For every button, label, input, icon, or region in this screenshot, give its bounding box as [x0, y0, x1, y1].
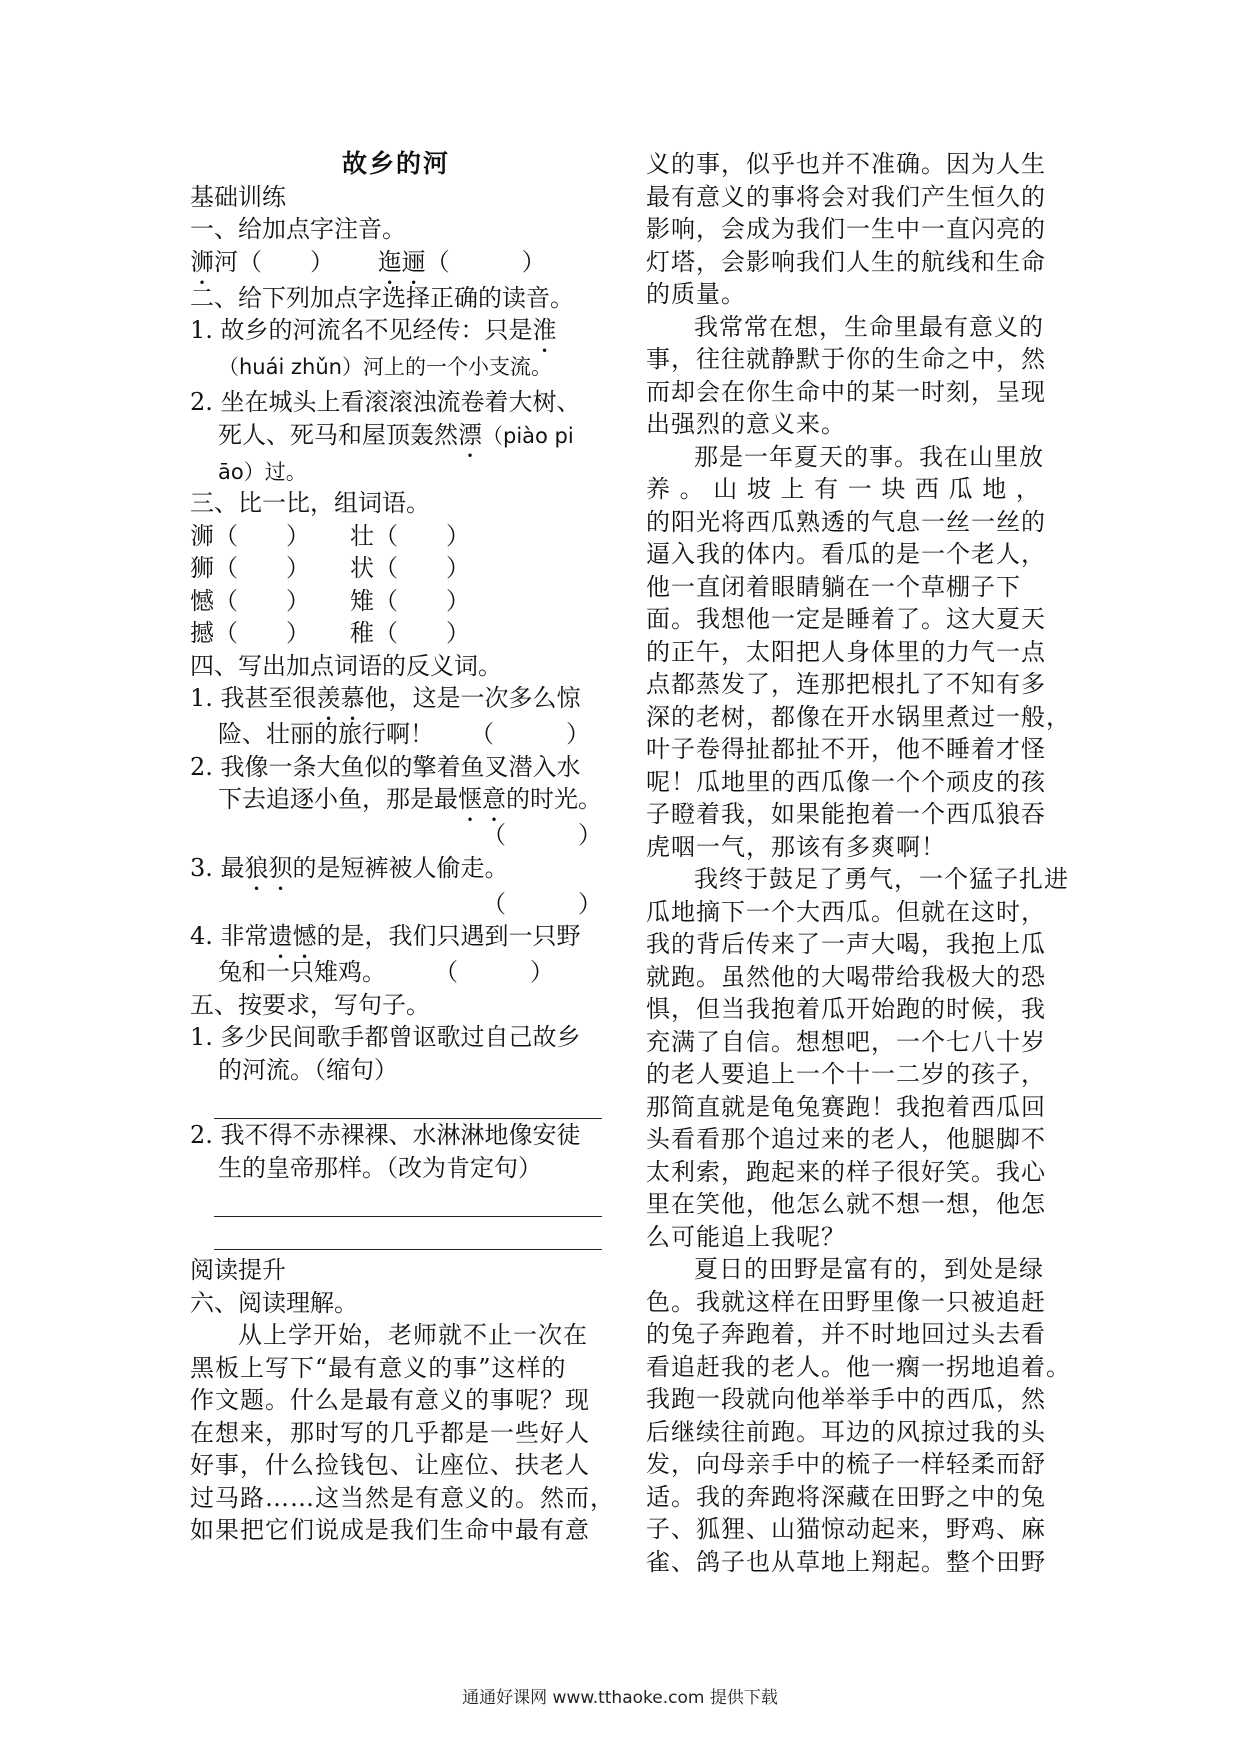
- page-title: 故乡的河: [341, 149, 450, 178]
- passage-line: 后继续往前跑。耳边的风掠过我的头: [646, 1417, 1046, 1446]
- section-reading-heading: 阅读提升: [190, 1256, 286, 1284]
- question-5-item-2-cont: 生的皇帝那样。（改为肯定句）: [218, 1153, 542, 1182]
- word-pair-cell: 壮（ ）: [350, 521, 470, 550]
- passage-line: 逼入我的体内。看瓜的是一个老人，: [646, 540, 1046, 568]
- dotted-char: 漂: [458, 420, 482, 449]
- word-pair-cell: 雉（ ）: [350, 586, 470, 615]
- question-1-heading: 一、给加点字注音。: [190, 215, 406, 243]
- passage-line: 呢！瓜地里的西瓜像一个个顽皮的孩: [646, 767, 1046, 796]
- passage-line: 子、狐狸、山猫惊动起来，野鸡、麻: [646, 1515, 1046, 1543]
- passage-line: 作文题。什么是最有意义的事呢？现: [190, 1386, 590, 1414]
- answer-blank: （ ）: [482, 821, 602, 849]
- question-5-item-1: 1. 多少民间歌手都曾讴歌过自己故乡: [190, 1023, 581, 1051]
- passage-line: 事，往往就静默于你的生命之中，然: [646, 345, 1046, 373]
- passage-line: 他一直闭着眼睛躺在一个草棚子下: [646, 572, 1021, 601]
- passage-line: 最有意义的事将会对我们产生恒久的: [646, 182, 1046, 211]
- passage-line: 灯塔，会影响我们人生的航线和生命: [646, 247, 1046, 276]
- answer-blank-text: （ ）: [425, 247, 546, 276]
- question-2-item-2-cont: [190, 419, 602, 455]
- passage-line: 我常常在想，生命里最有意义的: [694, 312, 1044, 341]
- passage-line: 我终于鼓足了勇气，一个猛子扎进: [694, 865, 1069, 893]
- question-6-heading: 六、阅读理解。: [190, 1288, 358, 1317]
- pinyin-options: āo）过。: [218, 459, 307, 484]
- passage-line: 出强烈的意义来。: [646, 410, 846, 438]
- question-text: 下去追逐小鱼，那是最: [218, 785, 458, 813]
- passage-line: 就跑。虽然他的大喝带给我极大的恐: [646, 962, 1046, 991]
- question-text: 的时光。: [506, 785, 602, 813]
- word-pair-cell: 浉（ ）: [190, 521, 310, 550]
- dotted-word: 遗憾: [268, 922, 317, 950]
- passage-line: 太利索，跑起来的样子很好笑。我心: [646, 1157, 1046, 1186]
- word-pair-cell: 状（ ）: [350, 554, 470, 582]
- question-4-item-2: 2. 我像一条大鱼似的擎着鱼叉潜入水: [190, 752, 581, 781]
- passage-line: 养 。 山 坡 上 有 一 块 西 瓜 地 ，: [646, 475, 1041, 503]
- word-pair-row: [190, 617, 602, 650]
- section-basic-heading: 基础训练: [190, 182, 286, 211]
- pinyin-options: （huái zhǔn）河上的一个小支流。: [218, 355, 552, 379]
- passage-line: 的正午，太阳把人身体里的力气一点: [646, 637, 1046, 666]
- question-5-heading: 五、按要求，写句子。: [190, 990, 430, 1019]
- pinyin-options: （piào pi: [482, 423, 574, 448]
- question-5-item-2: 2. 我不得不赤裸裸、水淋淋地像安徒: [190, 1121, 581, 1149]
- passage-line: 我跑一段就向他举举手中的西瓜，然: [646, 1385, 1046, 1413]
- passage-line: 从上学开始，老师就不止一次在: [238, 1321, 588, 1349]
- passage-line: 而却会在你生命中的某一时刻，呈现: [646, 377, 1046, 406]
- passage-line: 面。我想他一定是睡着了。这大夏天: [646, 605, 1046, 633]
- passage-line: 黑板上写下“最有意义的事”这样的: [190, 1353, 567, 1382]
- question-4-item-1: [190, 682, 602, 718]
- passage-line: 么可能追上我呢？: [646, 1222, 846, 1251]
- question-2-item-1-options: [190, 350, 602, 386]
- question-4-heading: 四、写出加点词语的反义词。: [190, 651, 502, 680]
- passage-line: 夏日的田野是富有的，到处是绿: [694, 1255, 1044, 1283]
- passage-line: 色。我就这样在田野里像一只被追赶: [646, 1287, 1046, 1316]
- reading-passage-left: [190, 1319, 615, 1547]
- dotted-word: 惬意: [458, 785, 506, 813]
- question-text: 的是，我们只遇到一只野: [316, 922, 581, 950]
- passage-line: 义的事，似乎也并不准确。因为人生: [646, 150, 1046, 178]
- passage-line: 那简直就是龟兔赛跑！我抱着西瓜回: [646, 1092, 1046, 1121]
- question-text: 3. 最: [190, 853, 245, 882]
- question-text: 1. 故乡的河流名不见经传：只是: [190, 316, 533, 344]
- passage-line: 子瞪着我，如果能抱着一个西瓜狼吞: [646, 800, 1046, 828]
- passage-line: 惧，但当我抱着瓜开始跑的时候，我: [646, 995, 1046, 1023]
- passage-line: 如果把它们说成是我们生命中最有意: [190, 1516, 590, 1544]
- question-text: 1. 我甚至很: [190, 684, 317, 712]
- question-1-items: [190, 246, 602, 282]
- passage-line: 那是一年夏天的事。我在山里放: [694, 442, 1044, 471]
- answer-line[interactable]: [214, 1217, 602, 1250]
- word-pair-cell: 狮（ ）: [190, 554, 310, 582]
- passage-line: 的质量。: [646, 280, 746, 308]
- passage-line: 瓜地摘下一个大西瓜。但就在这时，: [646, 897, 1046, 926]
- passage-line: 的老人要追上一个十一二岁的孩子，: [646, 1060, 1046, 1088]
- question-4-item-4-cont: 兔和一只雉鸡。 （ ）: [218, 958, 554, 986]
- word-pair-row: [190, 520, 602, 553]
- word-pair-cell: 憾（ ）: [190, 586, 310, 615]
- word-pair-cell: 撼（ ）: [190, 619, 310, 647]
- passage-line: 点都蒸发了，连那把根扎了不知有多: [646, 670, 1046, 698]
- passage-line: 里在笑他，他怎么就不想一想，他怎: [646, 1190, 1046, 1218]
- dotted-word: 羡慕: [316, 684, 365, 712]
- passage-line: 深的老树，都像在开水锅里煮过一般，: [646, 702, 1071, 731]
- answer-line[interactable]: [214, 1086, 602, 1119]
- question-text: 4. 非常: [190, 922, 269, 950]
- left-column: [190, 148, 615, 1547]
- passage-line: 虎咽一气，那该有多爽啊！: [646, 832, 946, 861]
- answer-blank: （ ）: [482, 889, 602, 918]
- passage-line: 我的背后传来了一声大喝，我抱上瓜: [646, 930, 1046, 958]
- passage-line: 的兔子奔跑着，并不时地回过头去看: [646, 1320, 1046, 1348]
- question-5-item-1-cont: 的河流。（缩句）: [218, 1055, 398, 1084]
- word-pair-cell: 稚（ ）: [350, 619, 470, 647]
- question-text: 的是短裤被人偷走。: [292, 853, 509, 882]
- question-4-item-1-cont: 险、壮丽的旅行啊！ （ ）: [218, 720, 590, 748]
- dotted-word: 迤逦: [377, 247, 426, 276]
- dotted-char: 淮: [532, 316, 557, 344]
- passage-line: 发，向母亲手中的梳子一样轻柔而舒: [646, 1450, 1046, 1478]
- question-2-item-2: 2. 坐在城头上看滚滚浊流卷着大树、: [190, 388, 581, 416]
- passage-line: 过马路……这当然是有意义的。然而，: [190, 1483, 615, 1512]
- question-text: 他，这是一次多么惊: [364, 684, 581, 712]
- passage-line: 好事，什么捡钱包、让座位、扶老人: [190, 1451, 590, 1479]
- question-4-item-3: [190, 852, 602, 888]
- passage-line: 的阳光将西瓜熟透的气息一丝一丝的: [646, 507, 1046, 536]
- footer-credit: 通通好课网 www.tthaoke.com 提供下载: [462, 1688, 778, 1708]
- question-2-heading: 二、给下列加点字选择正确的读音。: [190, 283, 574, 312]
- dotted-word: 狼狈: [244, 853, 293, 882]
- question-text: 死人、死马和屋顶轰然: [218, 420, 458, 449]
- question-3-heading: 三、比一比，组词语。: [190, 489, 430, 517]
- question-4-item-4: [190, 920, 602, 956]
- answer-blank-text: 河（ ）: [214, 247, 322, 276]
- passage-line: 雀、鸽子也从草地上翔起。整个田野: [646, 1547, 1046, 1576]
- right-column: [646, 148, 1071, 1578]
- answer-line[interactable]: [214, 1184, 602, 1217]
- question-3-rows: [190, 520, 602, 650]
- word-pair-row: [190, 585, 602, 618]
- question-2-item-2-end: [190, 455, 602, 488]
- passage-line: 适。我的奔跑将深藏在田野之中的兔: [646, 1482, 1046, 1511]
- passage-line: 在想来，那时写的几乎都是一些好人: [190, 1418, 590, 1447]
- question-2-item-1: [190, 314, 602, 350]
- passage-line: 充满了自信。想想吧，一个七八十岁: [646, 1027, 1046, 1056]
- question-4-item-2-cont: [190, 783, 602, 819]
- word-pair-row: [190, 552, 602, 585]
- dotted-char: 浉: [190, 247, 214, 276]
- passage-line: 叶子卷得扯都扯不开，他不睡着才怪: [646, 735, 1046, 763]
- passage-line: 头看看那个追过来的老人，他腿脚不: [646, 1125, 1046, 1153]
- passage-line: 影响，会成为我们一生中一直闪亮的: [646, 215, 1046, 243]
- passage-line: 看追赶我的老人。他一瘸一拐地追着。: [646, 1352, 1071, 1381]
